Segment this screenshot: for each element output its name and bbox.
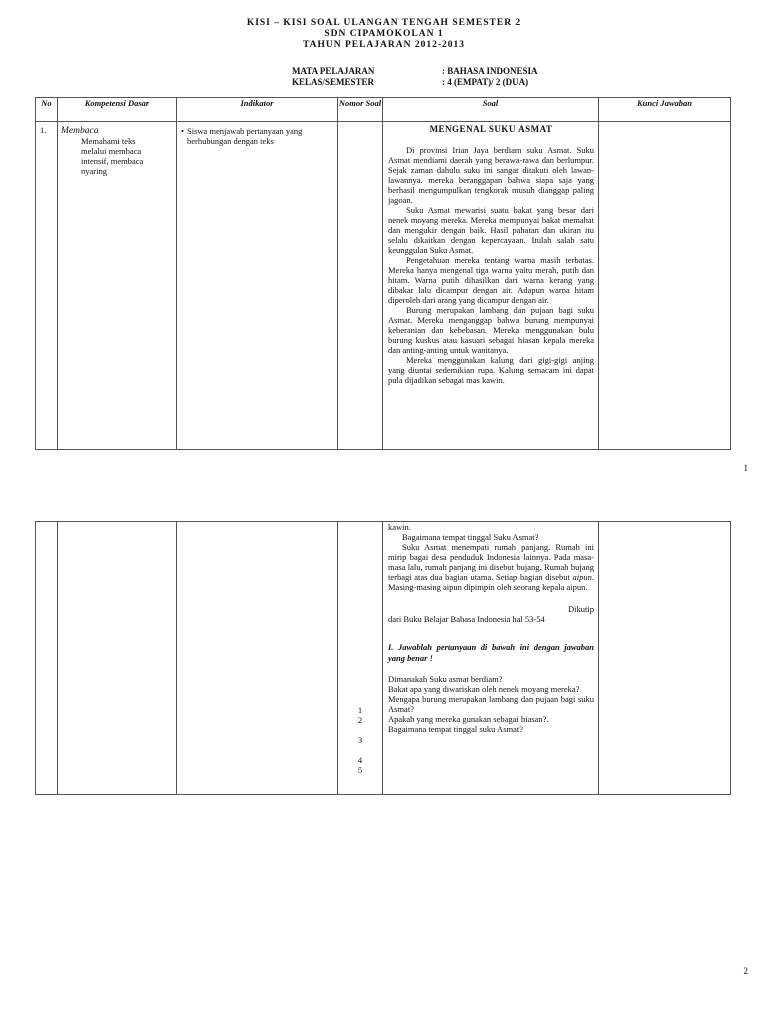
- header-no: No: [36, 98, 58, 122]
- story-title: MENGENAL SUKU ASMAT: [429, 124, 553, 134]
- no-cell: [36, 522, 58, 795]
- class-label: KELAS/SEMESTER: [292, 77, 375, 87]
- question-number: 1: [357, 705, 363, 715]
- header-indikator: Indikator: [177, 98, 338, 122]
- nomor-soal-cell: [338, 122, 383, 450]
- row-number: 1.: [36, 122, 58, 450]
- story-paragraph: Di provinsi Irian Jaya berdiam suku Asmat. Suku Asmat mendiami daerah yang berawa-rawa dan berlumpur. Sejak zaman dahulu suku ini sangat ditakuti oleh lawan-lawannya. mereka beranggapan bahwa siapa saja yang berhasil mengumpulkan tengkorak musuh dianggap paling jagoan.: [388, 145, 594, 205]
- nomor-soal-cell: [338, 522, 383, 795]
- instruction: I. Jawablah pertanyaan di bawah ini dengan jawaban yang benar !: [388, 642, 594, 663]
- page-2: [0, 510, 768, 1024]
- indikator-cell: [177, 522, 338, 795]
- indikator-text: Siswa menjawab pertanyaan yang berhubungan dengan teks: [186, 126, 303, 146]
- kd-description: Memahami teks melalui membaca intensif, membaca nyaring: [81, 136, 144, 176]
- page-gap: [0, 480, 768, 510]
- question-number: 4: [357, 755, 363, 765]
- kisi-table-continued: [35, 521, 731, 795]
- question-item: Dimanakah Suku asmat berdiam?: [388, 674, 503, 684]
- question-item: Bagaimana tempat tinggal suku Asmat?: [388, 724, 524, 734]
- bullet-icon: •: [181, 126, 184, 136]
- kunci-jawaban-cell: [599, 122, 731, 450]
- story-question-heading: Bagaimana tempat tinggal Suku Asmat?: [402, 532, 539, 542]
- document-header: [0, 18, 768, 51]
- question-item: Apakah yang mereka gunakan sebagai hiasan?.: [388, 714, 549, 724]
- question-number: 5: [357, 765, 363, 775]
- class-value: : 4 (EMPAT)/ 2 (DUA): [442, 77, 529, 87]
- subject-meta: [292, 66, 538, 88]
- question-number: 3: [357, 735, 363, 745]
- indikator-cell: [177, 122, 338, 450]
- subject-value: : BAHASA INDONESIA: [442, 66, 538, 76]
- question-item: Mengapa burung merupakan lambang dan pujaan bagi suku Asmat?: [388, 694, 594, 714]
- header-nomor-soal: Nomor Soal: [338, 98, 383, 122]
- page-number: 2: [743, 966, 748, 976]
- question-item: Bakat apa yang diwariskan oleh nenek moyang mereka?: [388, 684, 580, 694]
- story-paragraph: Suku Asmat mewarisi suatu bakat yang besar dari nenek moyang mereka. Mereka mempunyai bakat memahat dan mengukir dengan baik. Hasil pahatan dan ukiran itu selalu dikaitkan dengan kepercayaan. Itulah salah satu keunggulan Suku Asmat.: [388, 205, 594, 255]
- story-paragraph: Suku Asmat menempati rumah panjang. Rumah ini mirip bagai desa penduduk Indonesia lainnya. Pada masa-masa lalu, rumah panjang ini disebut bujang. Rumah bujang terbagi atas dua bagian utama. Setiap bagian disebut aipun. Masing-masing aipun dipimpin oleh seorang kepala aipun.: [388, 542, 594, 592]
- kisi-table: [35, 97, 731, 450]
- page-number: 1: [743, 463, 748, 473]
- header-kunci-jawaban: Kunci Jawaban: [599, 98, 731, 122]
- kd-title: Membaca: [61, 126, 99, 136]
- header-school: SDN CIPAMOKOLAN 1: [324, 29, 444, 39]
- header-soal: Soal: [383, 98, 599, 122]
- story-continuation: kawin.: [388, 522, 411, 532]
- question-number: 2: [357, 715, 363, 725]
- subject-label: MATA PELAJARAN: [292, 66, 375, 76]
- header-title: KISI – KISI SOAL ULANGAN TENGAH SEMESTER 2: [246, 18, 522, 28]
- page-1: [0, 0, 768, 480]
- question-list: [388, 674, 594, 734]
- soal-cell: [383, 522, 599, 795]
- kompetensi-dasar-cell: [58, 522, 177, 795]
- story-paragraph: Pengetahuan mereka tentang warna masih terbatas. Mereka hanya mengenal tiga warna yaitu merah, putih dan hitam. Warna putih dihasilkan dari warna kerang yang dibakar lalu dicampur dengan air. Adapun warna hitam diperoleh dari arang yang dicampur dengan air.: [388, 255, 594, 305]
- kunci-jawaban-cell: [599, 522, 731, 795]
- story-paragraph: Burung merupakan lambang dan pujaan bagi suku Asmat. Mereka menganggap bahwa burung mempunyai keberanian dan kebebasan. Mereka menggunakan bulu burung kuskus atau kasuari sebagai hiasan kepala mereka dan anting-anting untuk wanitanya.: [388, 305, 594, 355]
- header-kompetensi-dasar: Kompetensi Dasar: [58, 98, 177, 122]
- header-year: TAHUN PELAJARAN 2012-2013: [302, 40, 466, 50]
- story-paragraph: Mereka menggunakan kalung dari gigi-gigi anjing yang diuntai sedemikian rupa. Kalung semacam ini dapat pula dijadikan sebagai mas kawin.: [388, 355, 594, 385]
- kompetensi-dasar-cell: [58, 122, 177, 450]
- soal-cell: [383, 122, 599, 450]
- source-citation: Dikutip dari Buku Belajar Bahasa Indonesia hal 53-54: [388, 604, 594, 624]
